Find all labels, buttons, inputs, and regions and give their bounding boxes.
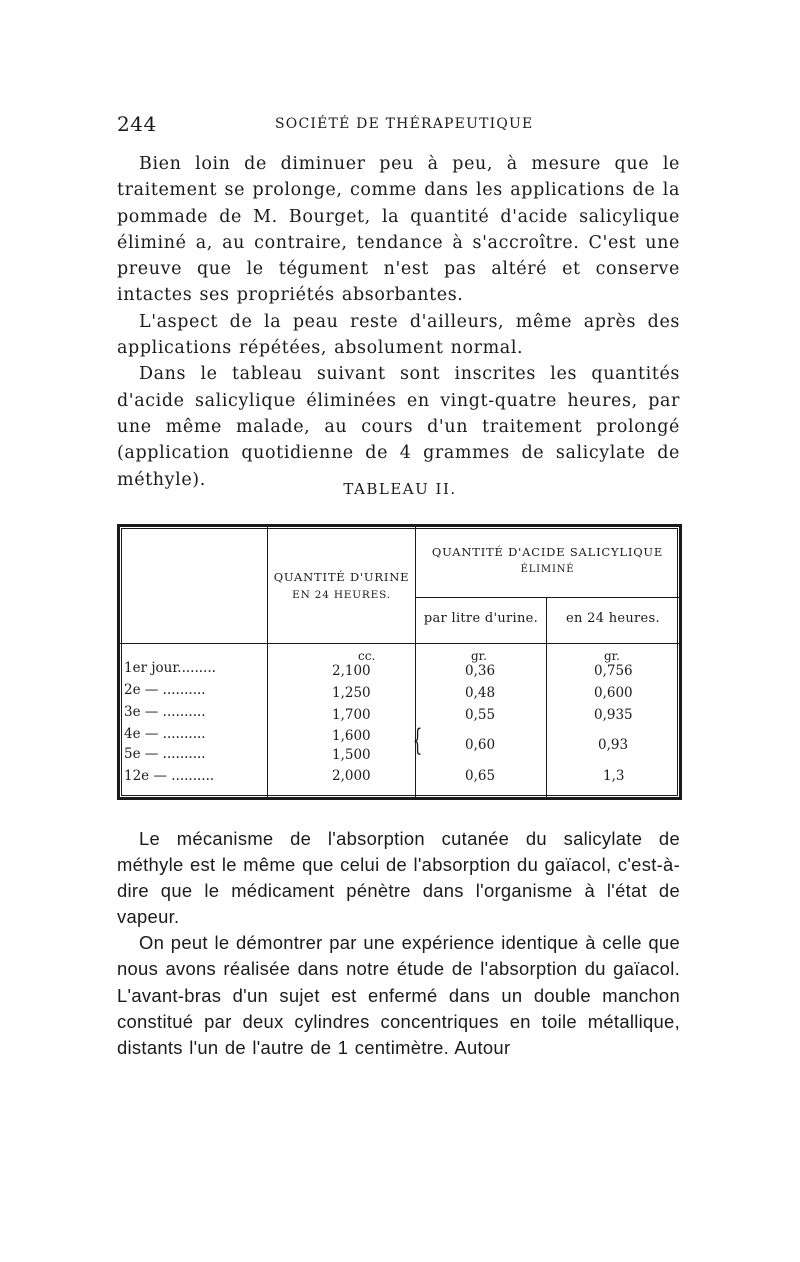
unit-per-24h: gr. <box>604 649 620 663</box>
header-urine-line1: QUANTITÉ D'URINE <box>273 570 410 584</box>
row-per-litre-value: 0,65 <box>465 768 496 784</box>
paragraph: On peut le démontrer par une expérience identique à celle que nous avons réalisée dans notre étude de l'absorption du gaïacol. L'avant-bras d'un sujet est enfermé dans un double manchon constitué par deux cylindres concentriques en toile métallique, distants l'un de l'autre de 1 centimètre. Autour <box>117 932 680 1058</box>
header-per-24h: en 24 heures. <box>566 611 660 626</box>
row-per-24h-value: 0,935 <box>594 707 633 723</box>
row-urine-value: 1,500 <box>332 747 371 763</box>
row-urine-value: 1,600 <box>332 728 371 744</box>
unit-urine: cc. <box>358 649 376 663</box>
row-urine-value: 2,000 <box>332 768 371 784</box>
running-title: SOCIÉTÉ DE THÉRAPEUTIQUE <box>275 116 534 132</box>
row-urine-value: 1,700 <box>332 707 371 723</box>
paragraph: Le mécanisme de l'absorption cutanée du salicylate de méthyle est le même que celui de l'absorption du gaïacol, c'est-à-dire que le médicament pénètre dans l'organisme à l'état de vapeur. <box>117 828 680 928</box>
header-subrule <box>416 597 679 598</box>
row-per-litre-value: 0,36 <box>465 663 496 679</box>
row-merge-brace: { <box>412 723 423 758</box>
row-per-litre-value: 0,55 <box>465 707 496 723</box>
paragraph: L'aspect de la peau reste d'ailleurs, même après des applications répétées, absolument normal. <box>117 311 680 359</box>
row-per-24h-value: 1,3 <box>603 768 625 784</box>
row-day-label: 4e — .......... <box>124 726 206 742</box>
data-table <box>117 524 682 800</box>
row-day-label: 12e — .......... <box>124 768 215 784</box>
table-caption: TABLEAU II. <box>343 480 457 498</box>
page-number: 244 <box>117 112 157 136</box>
row-day-label: 5e — .......... <box>124 746 206 762</box>
row-urine-value: 2,100 <box>332 663 371 679</box>
header-acid-line2: ÉLIMINÉ <box>520 564 575 575</box>
paragraph: Dans le tableau suivant sont inscrites les quantités d'acide salicylique éliminées en vingt-quatre heures, par une même malade, au cours d'un traitement prolongé (application quotidienne de 4 grammes de salicylate de méthyle). <box>117 364 680 490</box>
row-per-24h-value: 0,756 <box>594 663 633 679</box>
paragraph: Bien loin de diminuer peu à peu, à mesure que le traitement se prolonge, comme dans les applications de la pommade de M. Bourget, la quantité d'acide salicylique éliminé a, au contraire, tendance à s'accroître. C'est une preuve que le tégument n'est pas altéré et conserve intactes ses propriétés absorbantes. <box>117 154 680 306</box>
text-block-bottom <box>117 826 680 1061</box>
header-rule <box>120 643 679 644</box>
unit-per-litre: gr. <box>471 649 487 663</box>
column-divider <box>267 527 268 797</box>
header-per-litre: par litre d'urine. <box>423 611 539 626</box>
merged-per-24h-value: 0,93 <box>598 737 629 753</box>
row-day-label: 1er jour......... <box>124 660 216 676</box>
page-header <box>117 112 680 136</box>
column-divider <box>415 527 416 797</box>
header-urine-line2: EN 24 HEURES. <box>292 589 391 601</box>
row-per-24h-value: 0,600 <box>594 685 633 701</box>
text-block-top <box>117 151 680 493</box>
row-day-label: 3e — .......... <box>124 704 206 720</box>
column-divider <box>546 597 547 797</box>
row-day-label: 2e — .......... <box>124 682 206 698</box>
row-per-litre-value: 0,48 <box>465 685 496 701</box>
row-urine-value: 1,250 <box>332 685 371 701</box>
header-acid-line1: QUANTITÉ D'ACIDE SALICYLIQUE <box>431 545 664 559</box>
merged-per-litre-value: 0,60 <box>465 737 496 753</box>
